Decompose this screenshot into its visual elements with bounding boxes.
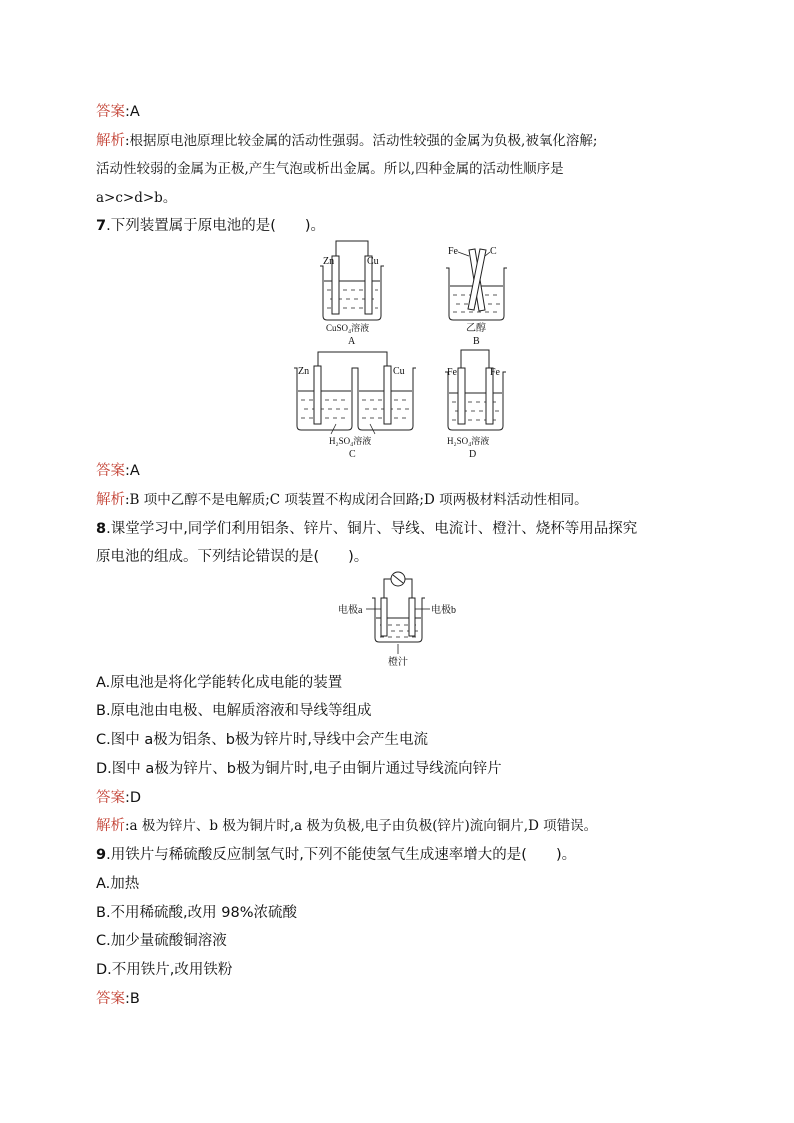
analysis-line-q7 — [96, 490, 588, 510]
answer-line-q8 — [96, 788, 141, 808]
question-9-option-b: B.不用稀硫酸,改用 98%浓硫酸 — [96, 905, 298, 921]
analysis-line-q6-3: a>c>d>b。 — [96, 190, 177, 206]
label-option: D — [469, 449, 477, 458]
question-text: .课堂学习中,同学们利用铝条、锌片、铜片、导线、电流计、橙汁、烧杯等用品探究 — [106, 521, 638, 537]
question-8-option-a: A.原电池是将化学能转化成电能的装置 — [96, 675, 343, 691]
label-cu: Cu — [393, 366, 405, 377]
label-solution: 橙汁 — [388, 657, 408, 668]
question-9-option-d: D.不用铁片,改用铁粉 — [96, 962, 233, 978]
question-text: .下列装置属于原电池的是( )。 — [106, 218, 326, 234]
label-zn: Zn — [298, 366, 310, 377]
label-option: A — [348, 336, 356, 347]
label-cu: Cu — [367, 256, 379, 267]
question-number: 8 — [96, 521, 107, 537]
question-number: 7 — [96, 218, 107, 234]
label-solution: H₂SO₄溶液 — [329, 436, 372, 446]
question-8-option-b: B.原电池由电极、电解质溶液和导线等组成 — [96, 703, 372, 719]
label-c: C — [490, 246, 497, 257]
question-8-figure — [0, 568, 794, 668]
question-number: 9 — [96, 847, 107, 863]
answer-value: :D — [125, 790, 142, 806]
answer-label: 答案 — [96, 104, 125, 120]
question-9-stem — [96, 845, 576, 865]
question-9-option-c: C.加少量硫酸铜溶液 — [96, 933, 227, 949]
analysis-text: :B 项中乙醇不是电解质;C 项装置不构成闭合回路;D 项两极材料活动性相同。 — [125, 492, 588, 508]
label-electrode-b: 电极b — [431, 605, 456, 616]
analysis-text-1: :根据原电池原理比较金属的活动性强弱。活动性较强的金属为负极,被氧化溶解; — [125, 133, 598, 149]
question-7-figure — [0, 238, 794, 458]
apparatus-c — [294, 352, 416, 458]
apparatus-a — [320, 241, 384, 347]
analysis-line-q6-2: 活动性较弱的金属为正极,产生气泡或析出金属。所以,四种金属的活动性顺序是 — [96, 161, 564, 177]
answer-value: :A — [125, 104, 140, 120]
analysis-label: 解析 — [96, 133, 125, 149]
analysis-line-q6-1 — [96, 131, 597, 151]
label-solution: 乙醇 — [466, 323, 486, 334]
question-8-stem-2: 原电池的组成。下列结论错误的是( )。 — [96, 549, 369, 565]
label-fe: Fe — [448, 246, 458, 257]
question-9-option-a: A.加热 — [96, 876, 140, 892]
answer-label: 答案 — [96, 991, 125, 1007]
label-zn: Zn — [323, 256, 335, 267]
analysis-line-q8 — [96, 816, 597, 836]
analysis-text: :a 极为锌片、b 极为铜片时,a 极为负极,电子由负极(锌片)流向铜片,D 项错误。 — [125, 818, 598, 834]
question-text: .用铁片与稀硫酸反应制氢气时,下列不能使氢气生成速率增大的是( )。 — [106, 847, 577, 863]
analysis-label: 解析 — [96, 818, 125, 834]
label-fe-right: Fe — [490, 367, 500, 378]
apparatus-b — [446, 246, 507, 347]
answer-value: :A — [125, 463, 140, 479]
analysis-label: 解析 — [96, 492, 125, 508]
label-option: B — [473, 336, 480, 347]
label-fe-left: Fe — [447, 367, 457, 378]
answer-line-q7 — [96, 461, 140, 481]
answer-label: 答案 — [96, 790, 125, 806]
question-8-option-c: C.图中 a极为铝条、b极为锌片时,导线中会产生电流 — [96, 732, 429, 748]
question-8-stem-1 — [96, 519, 637, 539]
question-7-stem — [96, 216, 325, 236]
answer-line-q9 — [96, 989, 140, 1009]
answer-value: :B — [125, 991, 140, 1007]
label-solution: CuSO₄溶液 — [326, 323, 370, 333]
question-8-option-d: D.图中 a极为锌片、b极为铜片时,电子由铜片通过导线流向锌片 — [96, 761, 502, 777]
label-solution: H₂SO₄溶液 — [447, 436, 490, 446]
answer-line-q6 — [96, 102, 140, 122]
label-option: C — [349, 449, 356, 458]
apparatus-d — [445, 350, 506, 458]
answer-label: 答案 — [96, 463, 125, 479]
label-electrode-a: 电极a — [338, 605, 363, 616]
